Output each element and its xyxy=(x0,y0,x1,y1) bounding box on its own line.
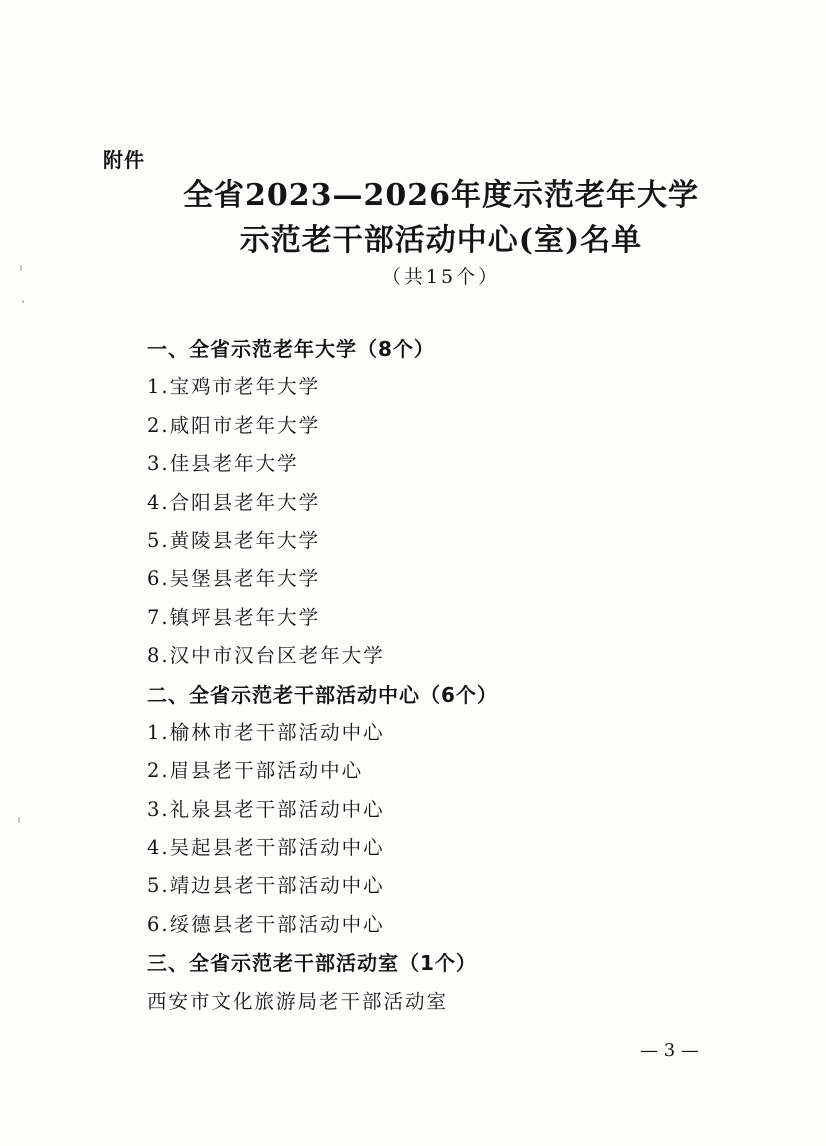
list-item: 西安市文化旅游局老干部活动室 xyxy=(147,989,449,1013)
list-item: 4.吴起县老干部活动中心 xyxy=(147,836,385,860)
total-count: （共15个） xyxy=(381,266,501,288)
list-item: 7.镇坪县老年大学 xyxy=(147,605,321,629)
list-item: 8.汉中市汉台区老年大学 xyxy=(147,644,385,668)
section-heading: 三、全省示范老干部活动室（1个） xyxy=(147,951,477,976)
section-heading: 一、全省示范老年大学（8个） xyxy=(147,337,435,361)
list-item: 3.礼泉县老干部活动中心 xyxy=(147,797,385,821)
award-list xyxy=(147,330,498,1021)
scan-speck xyxy=(22,300,24,303)
scan-speck xyxy=(20,265,22,271)
list-item: 2.眉县老干部活动中心 xyxy=(147,759,364,783)
page-number: — 3 — xyxy=(640,1040,699,1061)
attachment-label: 附件 xyxy=(103,148,145,172)
document-title-line-1: 全省2023—2026年度示范老年大学 xyxy=(183,178,699,213)
list-item: 2.咸阳市老年大学 xyxy=(147,413,321,437)
list-item: 1.宝鸡市老年大学 xyxy=(147,375,321,399)
document-title-line-2: 示范老干部活动中心(室)名单 xyxy=(239,223,643,258)
scan-speck xyxy=(18,817,20,823)
list-item: 4.合阳县老年大学 xyxy=(147,490,321,514)
list-item: 5.黄陵县老年大学 xyxy=(147,528,321,552)
list-item: 3.佳县老年大学 xyxy=(147,452,299,476)
list-item: 1.榆林市老干部活动中心 xyxy=(147,720,385,744)
list-item: 5.靖边县老干部活动中心 xyxy=(147,874,385,898)
list-item: 6.绥德县老干部活动中心 xyxy=(147,912,385,936)
section-heading: 二、全省示范老干部活动中心（6个） xyxy=(147,682,498,707)
list-item: 6.吴堡县老年大学 xyxy=(147,567,321,591)
